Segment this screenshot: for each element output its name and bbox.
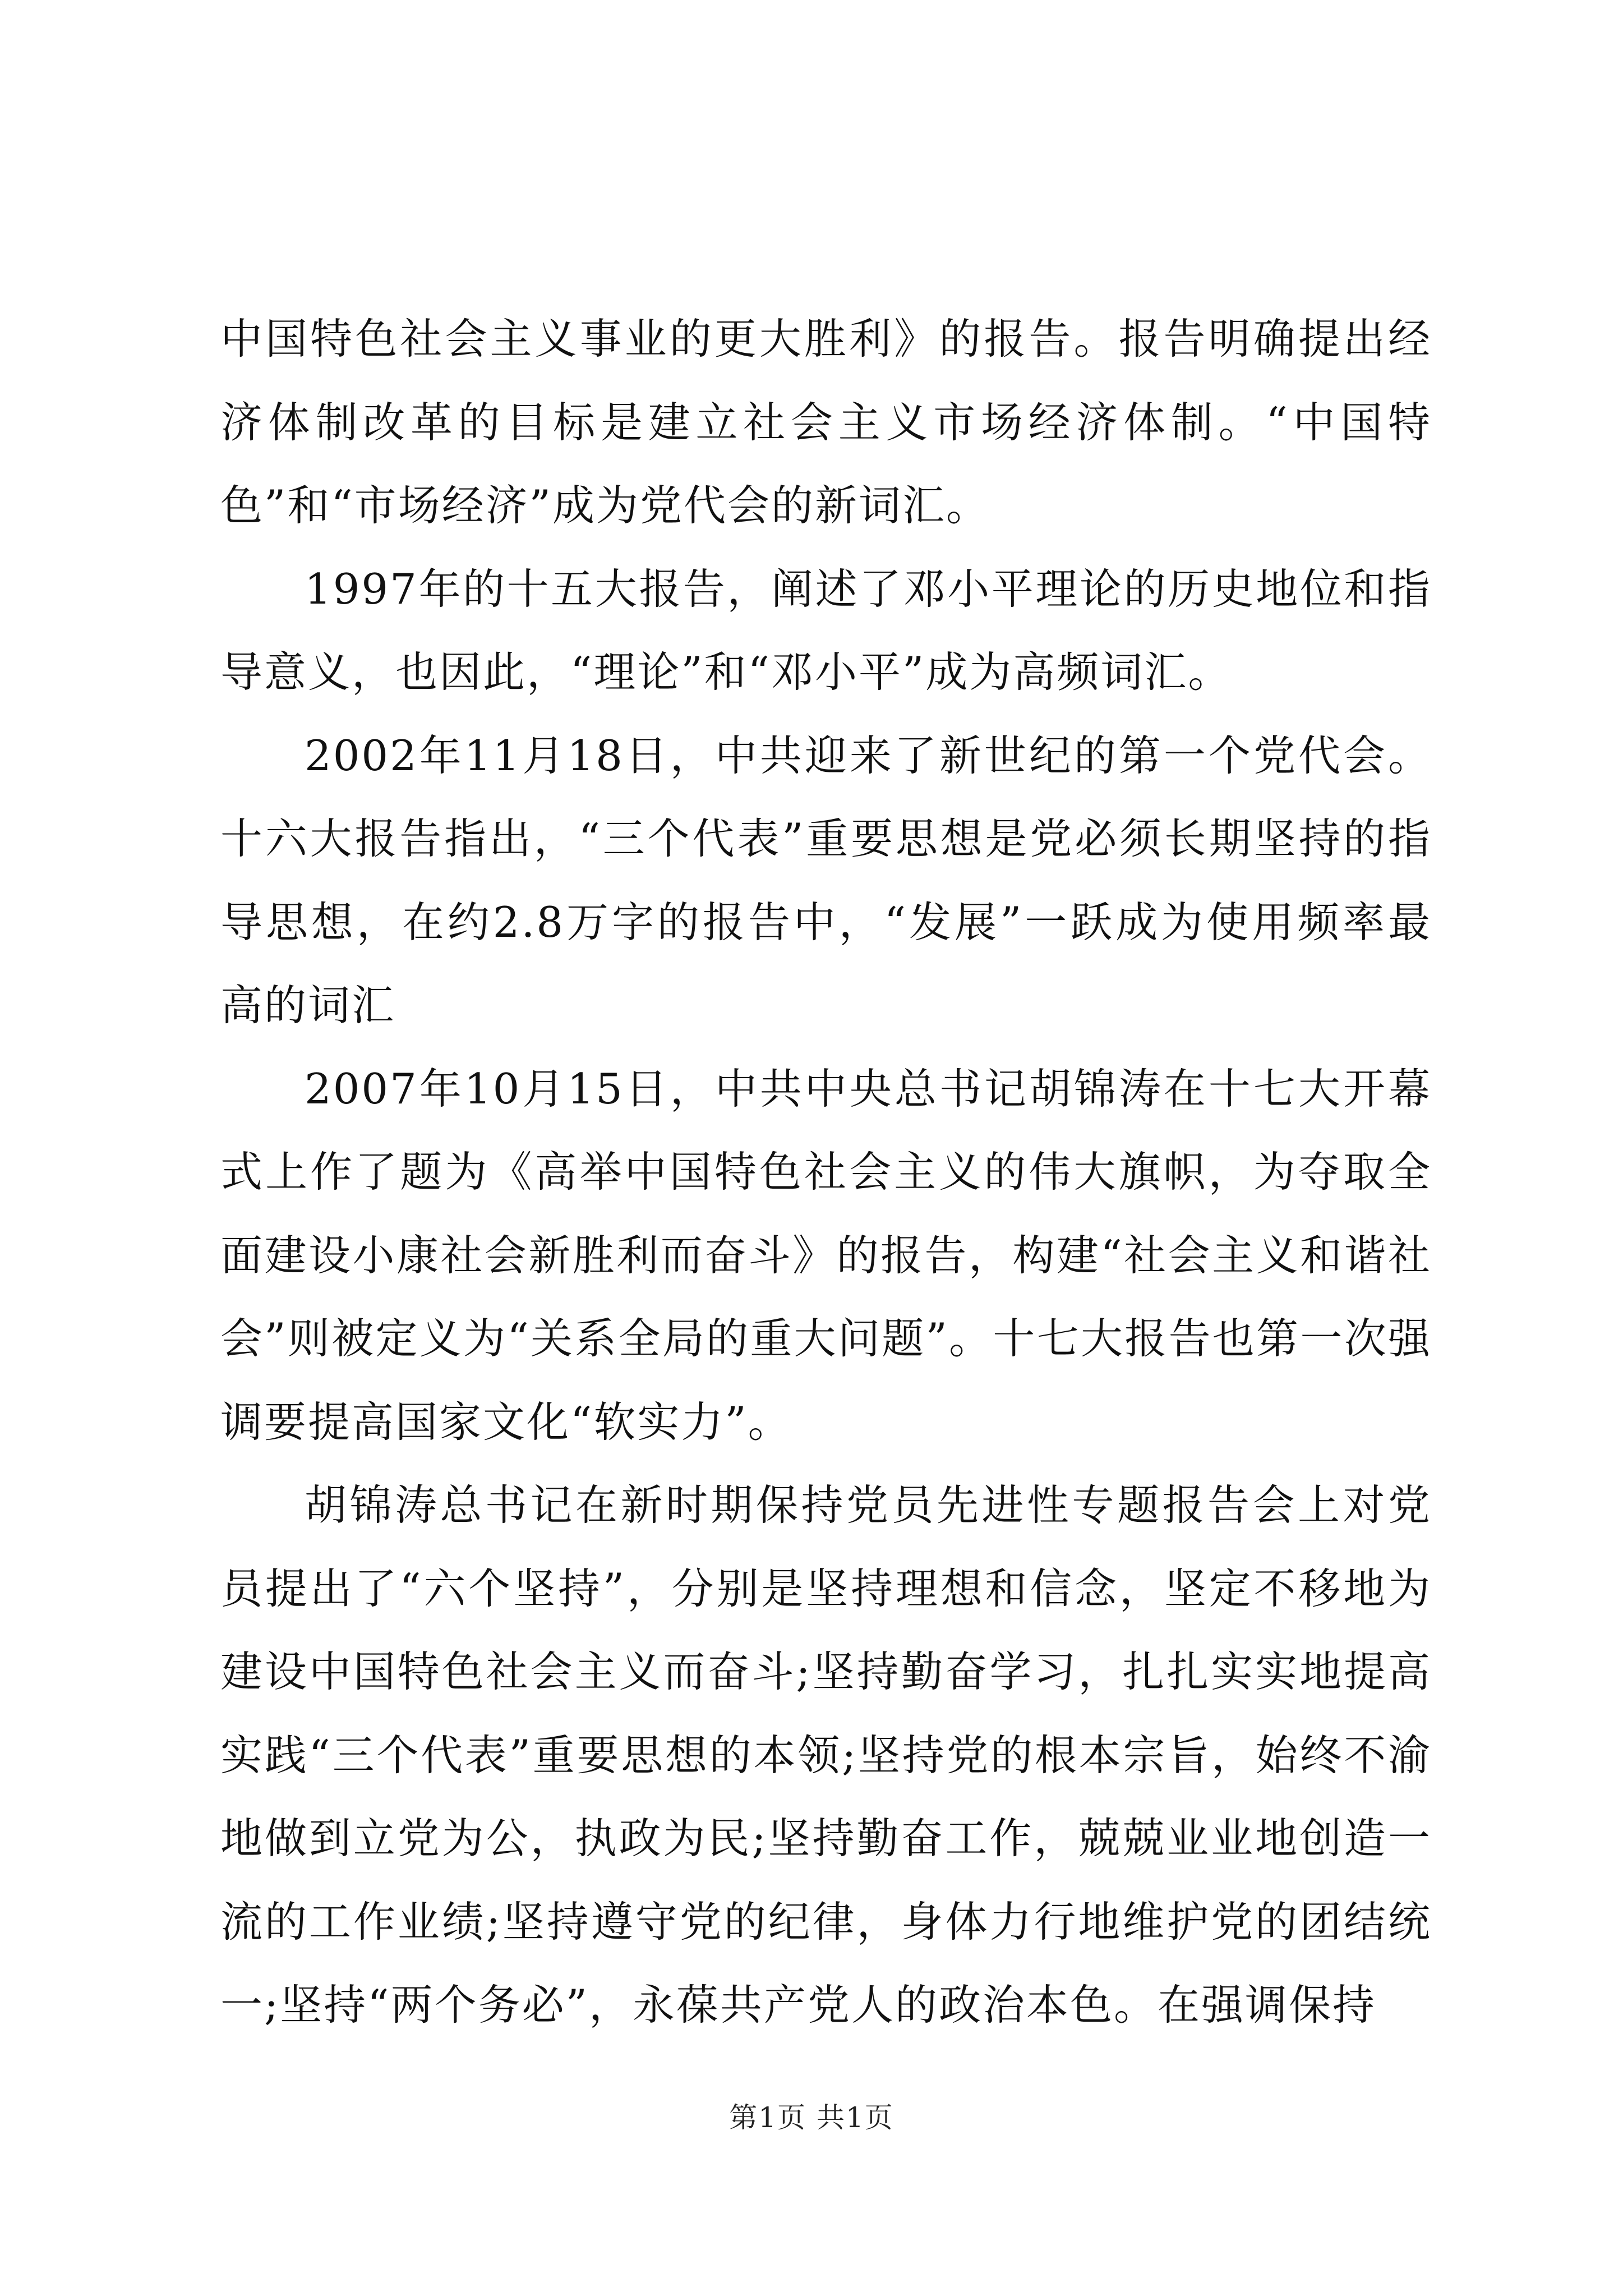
- paragraph-2: 1997年的十五大报告，阐述了邓小平理论的历史地位和指导意义，也因此，“理论”和“邓小平”成为高频词汇。: [220, 564, 1432, 697]
- document-body: [220, 297, 1432, 2047]
- paragraph-3: 2002年11月18日，中共迎来了新世纪的第一个党代会。十六大报告指出，“三个代表”重要思想是党必须长期坚持的指导思想，在约2.8万字的报告中，“发展”一跃成为使用频率最高的词汇: [220, 730, 1432, 1030]
- paragraph-4: 2007年10月15日，中共中央总书记胡锦涛在十七大开幕式上作了题为《高举中国特色社会主义的伟大旗帜，为夺取全面建设小康社会新胜利而奋斗》的报告，构建“社会主义和谐社会”则被定义为“关系全局的重大问题”。十七大报告也第一次强调要提高国家文化“软实力”。: [220, 1064, 1432, 1447]
- paragraph-5: 胡锦涛总书记在新时期保持党员先进性专题报告会上对党员提出了“六个坚持”，分别是坚持理想和信念，坚定不移地为建设中国特色社会主义而奋斗;坚持勤奋学习，扎扎实实地提高实践“三个代表”重要思想的本领;坚持党的根本宗旨，始终不渝地做到立党为公，执政为民;坚持勤奋工作，兢兢业业地创造一流的工作业绩;坚持遵守党的纪律，身体力行地维护党的团结统一;坚持“两个务必”，永葆共产党人的政治本色。在强调保持: [220, 1480, 1432, 2030]
- page-footer: 第1页 共1页: [729, 2101, 894, 2134]
- paragraph-1: 中国特色社会主义事业的更大胜利》的报告。报告明确提出经济体制改革的目标是建立社会主义市场经济体制。“中国特色”和“市场经济”成为党代会的新词汇。: [220, 314, 1432, 530]
